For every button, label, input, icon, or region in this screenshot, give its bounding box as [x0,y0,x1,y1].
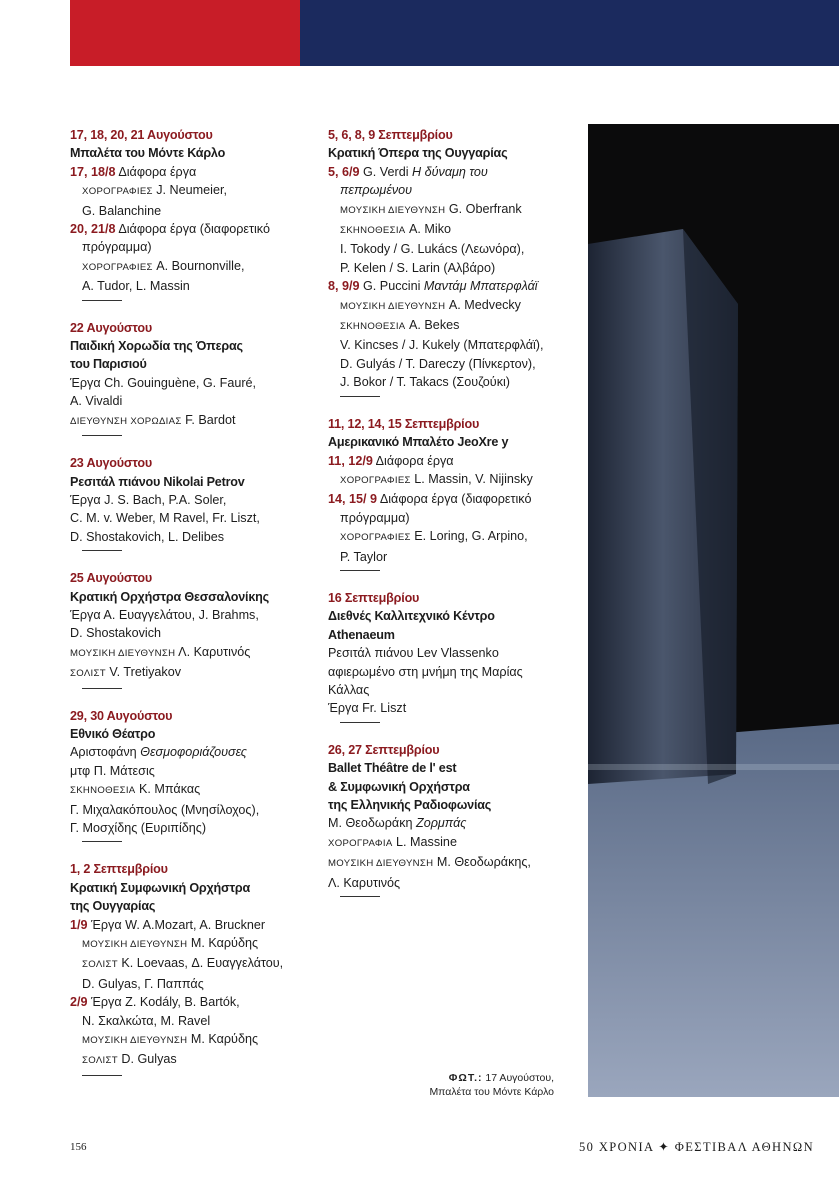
detail-text: αφιερωμένο στη μνήμη της Μαρίας [328,664,523,679]
event-detail-line [70,916,320,934]
event-detail-line [328,490,580,508]
detail-text: L. Massine [392,834,457,849]
performance-date: 8, 9/9 [328,279,360,294]
detail-text: G. Balanchine [82,203,162,218]
performance-date: 1/9 [70,917,88,932]
detail-text: Έργα Z. Kodály, B. Bartók, [87,995,240,1010]
work-title: πεπρωμένου [340,183,413,198]
entry-divider [82,841,122,842]
detail-text: Κάλλας [328,682,370,697]
work-title: Η δύναμη του [412,164,488,179]
event-detail-line [70,509,320,527]
page-number: 156 [70,1141,87,1153]
event-detail-line [70,181,320,201]
work-title: Θεσμοφοριάζουσες [140,745,247,760]
event-detail-line [70,780,320,800]
event-detail-line [328,527,580,547]
event-detail-line [70,374,320,392]
detail-text: F. Bardot [181,412,236,427]
detail-text: Αριστοφάνη [70,745,141,760]
event-detail-line [70,975,320,993]
detail-text: Λ. Καρυτινός [175,644,251,659]
credit-role: ΧΟΡΟΓΡΑΦΙΕΣ [340,474,411,486]
event-detail-line [70,163,320,181]
event-detail-line [70,643,320,663]
credit-role: ΣΚΗΝΟΘΕΣΙΑ [70,785,136,797]
event-detail-line [70,819,320,837]
photo-caption [429,1071,554,1099]
stage-photo [588,124,839,1097]
work-title: Ζορμπάς [416,816,467,831]
event-detail-line [328,277,580,295]
event-detail-line [328,259,580,277]
event-detail-line [70,993,320,1011]
event-detail-line [328,240,580,258]
event-detail-line [328,548,580,566]
event-venue: Παιδική Χορωδία της Όπερας [70,339,243,354]
detail-text: J. Neumeier, [152,183,227,198]
performance-date: 2/9 [70,995,88,1010]
event-detail-line [70,762,320,780]
detail-text: A. Medvecky [445,297,521,312]
entry-divider [340,396,380,397]
credit-role: ΜΟΥΣΙΚΗ ΔΙΕΥΘΥΝΣΗ [328,858,434,870]
detail-text: Έργα W. A.Mozart, A. Bruckner [87,917,266,932]
event-detail-line [328,699,580,717]
detail-text: πρόγραμμα) [82,240,152,255]
entry-divider [82,1075,122,1076]
credit-role: ΔΙΕΥΘΥΝΣΗ ΧΟΡΩΔΙΑΣ [70,415,182,427]
entry-divider [82,550,122,551]
detail-text: Κ. Μπάκας [135,782,201,797]
entry-divider [82,688,122,689]
event-detail-line [328,874,580,892]
detail-text: Έργα Ch. Gouinguène, G. Fauré, [70,375,257,390]
credit-role: ΧΟΡΟΓΡΑΦΙΕΣ [340,532,411,544]
caption-label: ΦΩΤ.: [448,1072,483,1084]
detail-text: V. Kincses / J. Kukely (Μπατερφλάϊ), [340,338,544,353]
event-detail-line [328,470,580,490]
event-venue: Αμερικανικό Μπαλέτο JeoXre y [328,435,509,450]
credit-role: ΣΚΗΝΟΘΕΣΙΑ [340,225,406,237]
detail-text: Γ. Μοσχίδης (Ευριπίδης) [70,821,207,835]
event-detail-line [328,220,580,240]
event-detail-line [70,1050,320,1070]
detail-text: A. Vivaldi [70,394,123,409]
footer-title: 50 ΧΡΟΝΙΑ ✦ ΦΕΣΤΙΒΑΛ ΑΘΗΝΩΝ [579,1140,814,1154]
detail-text: Διάφορα έργα [372,453,454,468]
event-detail-line [328,814,580,832]
performance-date: 17, 18/8 [70,164,116,179]
event-dates: 23 Αυγούστου [70,456,152,471]
event-detail-line [328,663,580,681]
event-entry [70,126,320,301]
event-entry [70,860,320,1075]
event-entry [70,569,320,688]
performance-date: 5, 6/9 [328,164,360,179]
entry-divider [82,435,122,436]
event-venue: & Συμφωνική Ορχήστρα [328,779,470,794]
event-venue: Κρατική Συμφωνική Ορχήστρα [70,880,251,895]
header-red-band [70,0,300,66]
entry-divider [340,722,380,723]
detail-text: G. Verdi [359,164,413,179]
event-detail-line [70,801,320,819]
event-detail-line [328,181,580,199]
detail-text: Διάφορα έργα [115,164,197,179]
event-detail-line [70,1012,320,1030]
event-detail-line [328,452,580,470]
detail-text: Λ. Καρυτινός [328,875,401,890]
detail-text: Διάφορα έργα (διαφορετικό [377,492,532,507]
detail-text: D. Gulyas [117,1052,177,1067]
performance-date: 20, 21/8 [70,222,116,237]
detail-text: L. Massin, V. Nijinsky [410,471,533,486]
event-detail-line [70,392,320,410]
work-title: Μαντάμ Μπατερφλάϊ [423,279,538,294]
event-detail-line [328,853,580,873]
detail-text: A. Miko [405,222,452,237]
detail-text: Έργα Fr. Liszt [328,701,407,716]
detail-text: Μ. Καρύδης [187,1032,259,1047]
event-entry [328,589,580,723]
stage-photo-illustration [588,124,839,1097]
detail-text: C. M. v. Weber, M Ravel, Fr. Liszt, [70,511,260,526]
event-detail-line [70,624,320,642]
detail-text: D. Gulyás / T. Dareczy (Πίνκερτον), [340,356,536,371]
detail-text: Μ. Θεοδωράκη [328,816,416,831]
caption-line1: 17 Αυγούστου, [482,1072,554,1084]
detail-text: V. Tretiyakov [105,665,182,680]
event-detail-line [328,296,580,316]
event-detail-line [328,644,580,662]
detail-text: Μ. Καρύδης [187,936,259,951]
performance-date: 14, 15/ 9 [328,492,378,507]
program-column-right [328,126,580,897]
event-venue: της Ουγγαρίας [70,899,156,914]
event-venue: Εθνικό Θέατρο [70,726,156,741]
event-entry [70,454,320,551]
event-detail-line [70,663,320,683]
event-venue: της Ελληνικής Ραδιοφωνίας [328,798,492,812]
credit-role: ΜΟΥΣΙΚΗ ΔΙΕΥΘΥΝΣΗ [82,939,188,951]
event-dates: 26, 27 Σεπτεμβρίου [328,742,440,757]
detail-text: D. Gulyas, Γ. Παππάς [82,976,204,991]
detail-text: P. Taylor [340,549,388,564]
credit-role: ΣΟΛΙΣΤ [82,959,118,971]
event-detail-line [70,1030,320,1050]
event-detail-line [70,202,320,220]
detail-text: Γ. Μιχαλακόπουλος (Μνησίλοχος), [70,802,260,817]
event-detail-line [328,373,580,391]
credit-role: ΣΟΛΙΣΤ [82,1055,118,1067]
program-column-left [70,126,320,1076]
detail-text: Μ. Θεοδωράκης, [433,855,531,870]
detail-text: A. Bekes [405,318,460,333]
event-dates: 16 Σεπτεμβρίου [328,590,420,605]
detail-text: Ν. Σκαλκώτα, M. Ravel [82,1013,211,1028]
event-detail-line [70,528,320,546]
event-venue: Κρατική Ορχήστρα Θεσσαλονίκης [70,589,270,604]
event-venue: Ballet Théâtre de l' est [328,761,457,776]
event-detail-line [70,411,320,431]
credit-role: ΧΟΡΟΓΡΑΦΙΑ [328,837,393,849]
performance-date: 11, 12/9 [328,453,373,468]
detail-text: G. Puccini [359,279,424,294]
credit-role: ΧΟΡΟΓΡΑΦΙΕΣ [82,186,153,198]
event-venue: Athenaeum [328,627,395,642]
event-venue: Κρατική Όπερα της Ουγγαρίας [328,146,508,161]
detail-text: G. Oberfrank [445,201,522,216]
credit-role: ΜΟΥΣΙΚΗ ΔΙΕΥΘΥΝΣΗ [70,647,176,659]
event-entry [328,741,580,897]
event-detail-line [328,509,580,527]
event-detail-line [70,238,320,256]
detail-text: P. Kelen / S. Larin (Αλβάρο) [340,260,496,275]
event-detail-line [70,954,320,974]
detail-text: A. Tudor, L. Massin [82,279,190,294]
detail-text: E. Loring, G. Arpino, [410,529,528,544]
event-detail-line [328,681,580,699]
detail-text: J. Bokor / T. Takacs (Σουζούκι) [340,375,510,390]
detail-text: Έργα Α. Ευαγγελάτου, J. Brahms, [70,607,259,622]
detail-text: A. Bournonville, [152,258,245,273]
event-detail-line [328,336,580,354]
credit-role: ΣΚΗΝΟΘΕΣΙΑ [340,321,406,333]
detail-text: I. Tokody / G. Lukács (Λεωνόρα), [340,242,525,257]
detail-text: Έργα J. S. Bach, P.A. Soler, [70,492,227,507]
event-detail-line [328,163,580,181]
event-detail-line [328,316,580,336]
event-detail-line [70,934,320,954]
event-dates: 17, 18, 20, 21 Αυγούστου [70,128,213,142]
event-dates: 5, 6, 8, 9 Σεπτεμβρίου [328,128,453,142]
event-detail-line [328,833,580,853]
detail-text: K. Loevaas, Δ. Ευαγγελάτου, [117,956,284,971]
caption-line2: Μπαλέτα του Μόντε Κάρλο [429,1086,554,1098]
entry-divider [340,570,380,571]
credit-role: ΜΟΥΣΙΚΗ ΔΙΕΥΘΥΝΣΗ [340,300,446,312]
credit-role: ΜΟΥΣΙΚΗ ΔΙΕΥΘΥΝΣΗ [82,1035,188,1047]
event-venue: Ρεσιτάλ πιάνου Nikolai Petrov [70,474,245,489]
detail-text: D. Shostakovich [70,626,161,641]
event-detail-line [70,743,320,761]
event-detail-line [70,220,320,238]
event-dates: 1, 2 Σεπτεμβρίου [70,862,168,877]
event-detail-line [70,491,320,509]
event-entry [328,126,580,397]
event-venue: του Παρισιού [70,357,147,372]
entry-divider [82,300,122,301]
event-detail-line [328,355,580,373]
event-entry [328,415,580,571]
detail-text: μτφ Π. Μάτεσις [70,763,155,778]
event-venue: Μπαλέτα του Μόντε Κάρλο [70,146,226,161]
event-detail-line [70,606,320,624]
detail-text: πρόγραμμα) [340,510,410,525]
event-entry [70,319,320,436]
event-dates: 29, 30 Αυγούστου [70,708,173,723]
event-dates: 22 Αυγούστου [70,320,152,335]
entry-divider [340,896,380,897]
credit-role: ΧΟΡΟΓΡΑΦΙΕΣ [82,261,153,273]
detail-text: Διάφορα έργα (διαφορετικό [115,222,270,237]
event-detail-line [70,257,320,277]
event-detail-line [328,200,580,220]
event-dates: 25 Αυγούστου [70,571,152,586]
event-venue: Διεθνές Καλλιτεχνικό Κέντρο [328,609,495,624]
detail-text: Ρεσιτάλ πιάνου Lev Vlassenko [328,646,499,661]
header-blue-band [300,0,839,66]
credit-role: ΜΟΥΣΙΚΗ ΔΙΕΥΘΥΝΣΗ [340,204,446,216]
detail-text: D. Shostakovich, L. Delibes [70,529,224,544]
event-entry [70,707,320,843]
event-dates: 11, 12, 14, 15 Σεπτεμβρίου [328,416,480,431]
event-detail-line [70,277,320,295]
credit-role: ΣΟΛΙΣΤ [70,668,106,680]
